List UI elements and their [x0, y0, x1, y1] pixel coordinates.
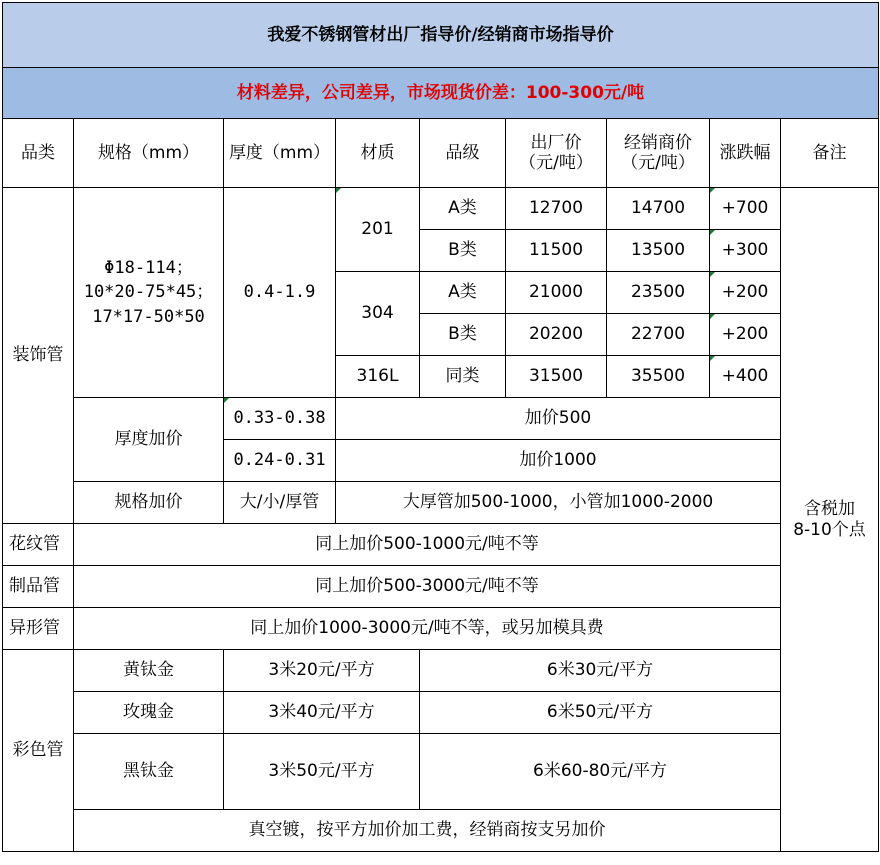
- price-table: [2, 2, 879, 852]
- color-name: 黄钛金: [74, 650, 224, 692]
- header-remark: 备注: [781, 119, 879, 188]
- header-grade: 品级: [420, 119, 506, 188]
- category-finished: 制品管: [3, 566, 74, 608]
- dealer-price-cell: 23500: [607, 272, 710, 314]
- change-cell: +200: [710, 314, 781, 356]
- dealer-price-cell: 14700: [607, 188, 710, 230]
- header-factory-price: 出厂价 （元/吨）: [506, 119, 607, 188]
- colored-note: 真空镀，按平方加价加工费，经销商按支另加价: [74, 810, 781, 852]
- spec-surcharge-text: 大厚管加500-1000，小管加1000-2000: [336, 482, 781, 524]
- thickness-surcharge-label: 厚度加价: [74, 398, 224, 482]
- price-notice: 材料差异，公司差异，市场现货价差：100-300元/吨: [3, 68, 879, 119]
- header-category: 品类: [3, 119, 74, 188]
- material-201: 201: [336, 188, 420, 272]
- patterned-surcharge: 同上加价500-1000元/吨不等: [74, 524, 781, 566]
- header-thickness: 厚度（mm）: [224, 119, 336, 188]
- spec-surcharge-type: 大/小/厚管: [224, 482, 336, 524]
- color-price-3m: 3米20元/平方: [224, 650, 420, 692]
- finished-surcharge: 同上加价500-3000元/吨不等: [74, 566, 781, 608]
- category-decorative: 装饰管: [3, 188, 74, 524]
- thickness-range: 0.4-1.9: [224, 188, 336, 398]
- header-material: 材质: [336, 119, 420, 188]
- grade-cell: 同类: [420, 356, 506, 398]
- remark-tax: 含税加 8-10个点: [781, 188, 879, 852]
- thickness-surcharge-range: 0.33-0.38: [224, 398, 336, 440]
- header-change: 涨跌幅: [710, 119, 781, 188]
- page-title: 我爱不锈钢管材出厂指导价/经销商市场指导价: [3, 3, 879, 68]
- thickness-surcharge-price: 加价500: [336, 398, 781, 440]
- shaped-surcharge: 同上加价1000-3000元/吨不等，或另加模具费: [74, 608, 781, 650]
- change-cell: +200: [710, 272, 781, 314]
- dealer-price-cell: 35500: [607, 356, 710, 398]
- header-dealer-price: 经销商价 （元/吨）: [607, 119, 710, 188]
- color-price-3m: 3米50元/平方: [224, 734, 420, 810]
- category-patterned: 花纹管: [3, 524, 74, 566]
- change-cell: +300: [710, 230, 781, 272]
- factory-price-cell: 31500: [506, 356, 607, 398]
- thickness-surcharge-price: 加价1000: [336, 440, 781, 482]
- category-colored: 彩色管: [3, 650, 74, 852]
- color-name: 黑钛金: [74, 734, 224, 810]
- change-cell: +400: [710, 356, 781, 398]
- dealer-price-cell: 22700: [607, 314, 710, 356]
- factory-price-cell: 11500: [506, 230, 607, 272]
- color-price-3m: 3米40元/平方: [224, 692, 420, 734]
- dealer-price-cell: 13500: [607, 230, 710, 272]
- spec-surcharge-label: 规格加价: [74, 482, 224, 524]
- factory-price-cell: 21000: [506, 272, 607, 314]
- color-price-6m: 6米50元/平方: [420, 692, 781, 734]
- category-shaped: 异形管: [3, 608, 74, 650]
- thickness-surcharge-range: 0.24-0.31: [224, 440, 336, 482]
- grade-cell: A类: [420, 272, 506, 314]
- factory-price-cell: 20200: [506, 314, 607, 356]
- color-price-6m: 6米30元/平方: [420, 650, 781, 692]
- header-spec: 规格（mm）: [74, 119, 224, 188]
- color-price-6m: 6米60-80元/平方: [420, 734, 781, 810]
- factory-price-cell: 12700: [506, 188, 607, 230]
- grade-cell: B类: [420, 230, 506, 272]
- material-316l: 316L: [336, 356, 420, 398]
- color-name: 玫瑰金: [74, 692, 224, 734]
- material-304: 304: [336, 272, 420, 356]
- change-cell: +700: [710, 188, 781, 230]
- grade-cell: B类: [420, 314, 506, 356]
- grade-cell: A类: [420, 188, 506, 230]
- spec-range: Φ18-114； 10*20-75*45； 17*17-50*50: [74, 188, 224, 398]
